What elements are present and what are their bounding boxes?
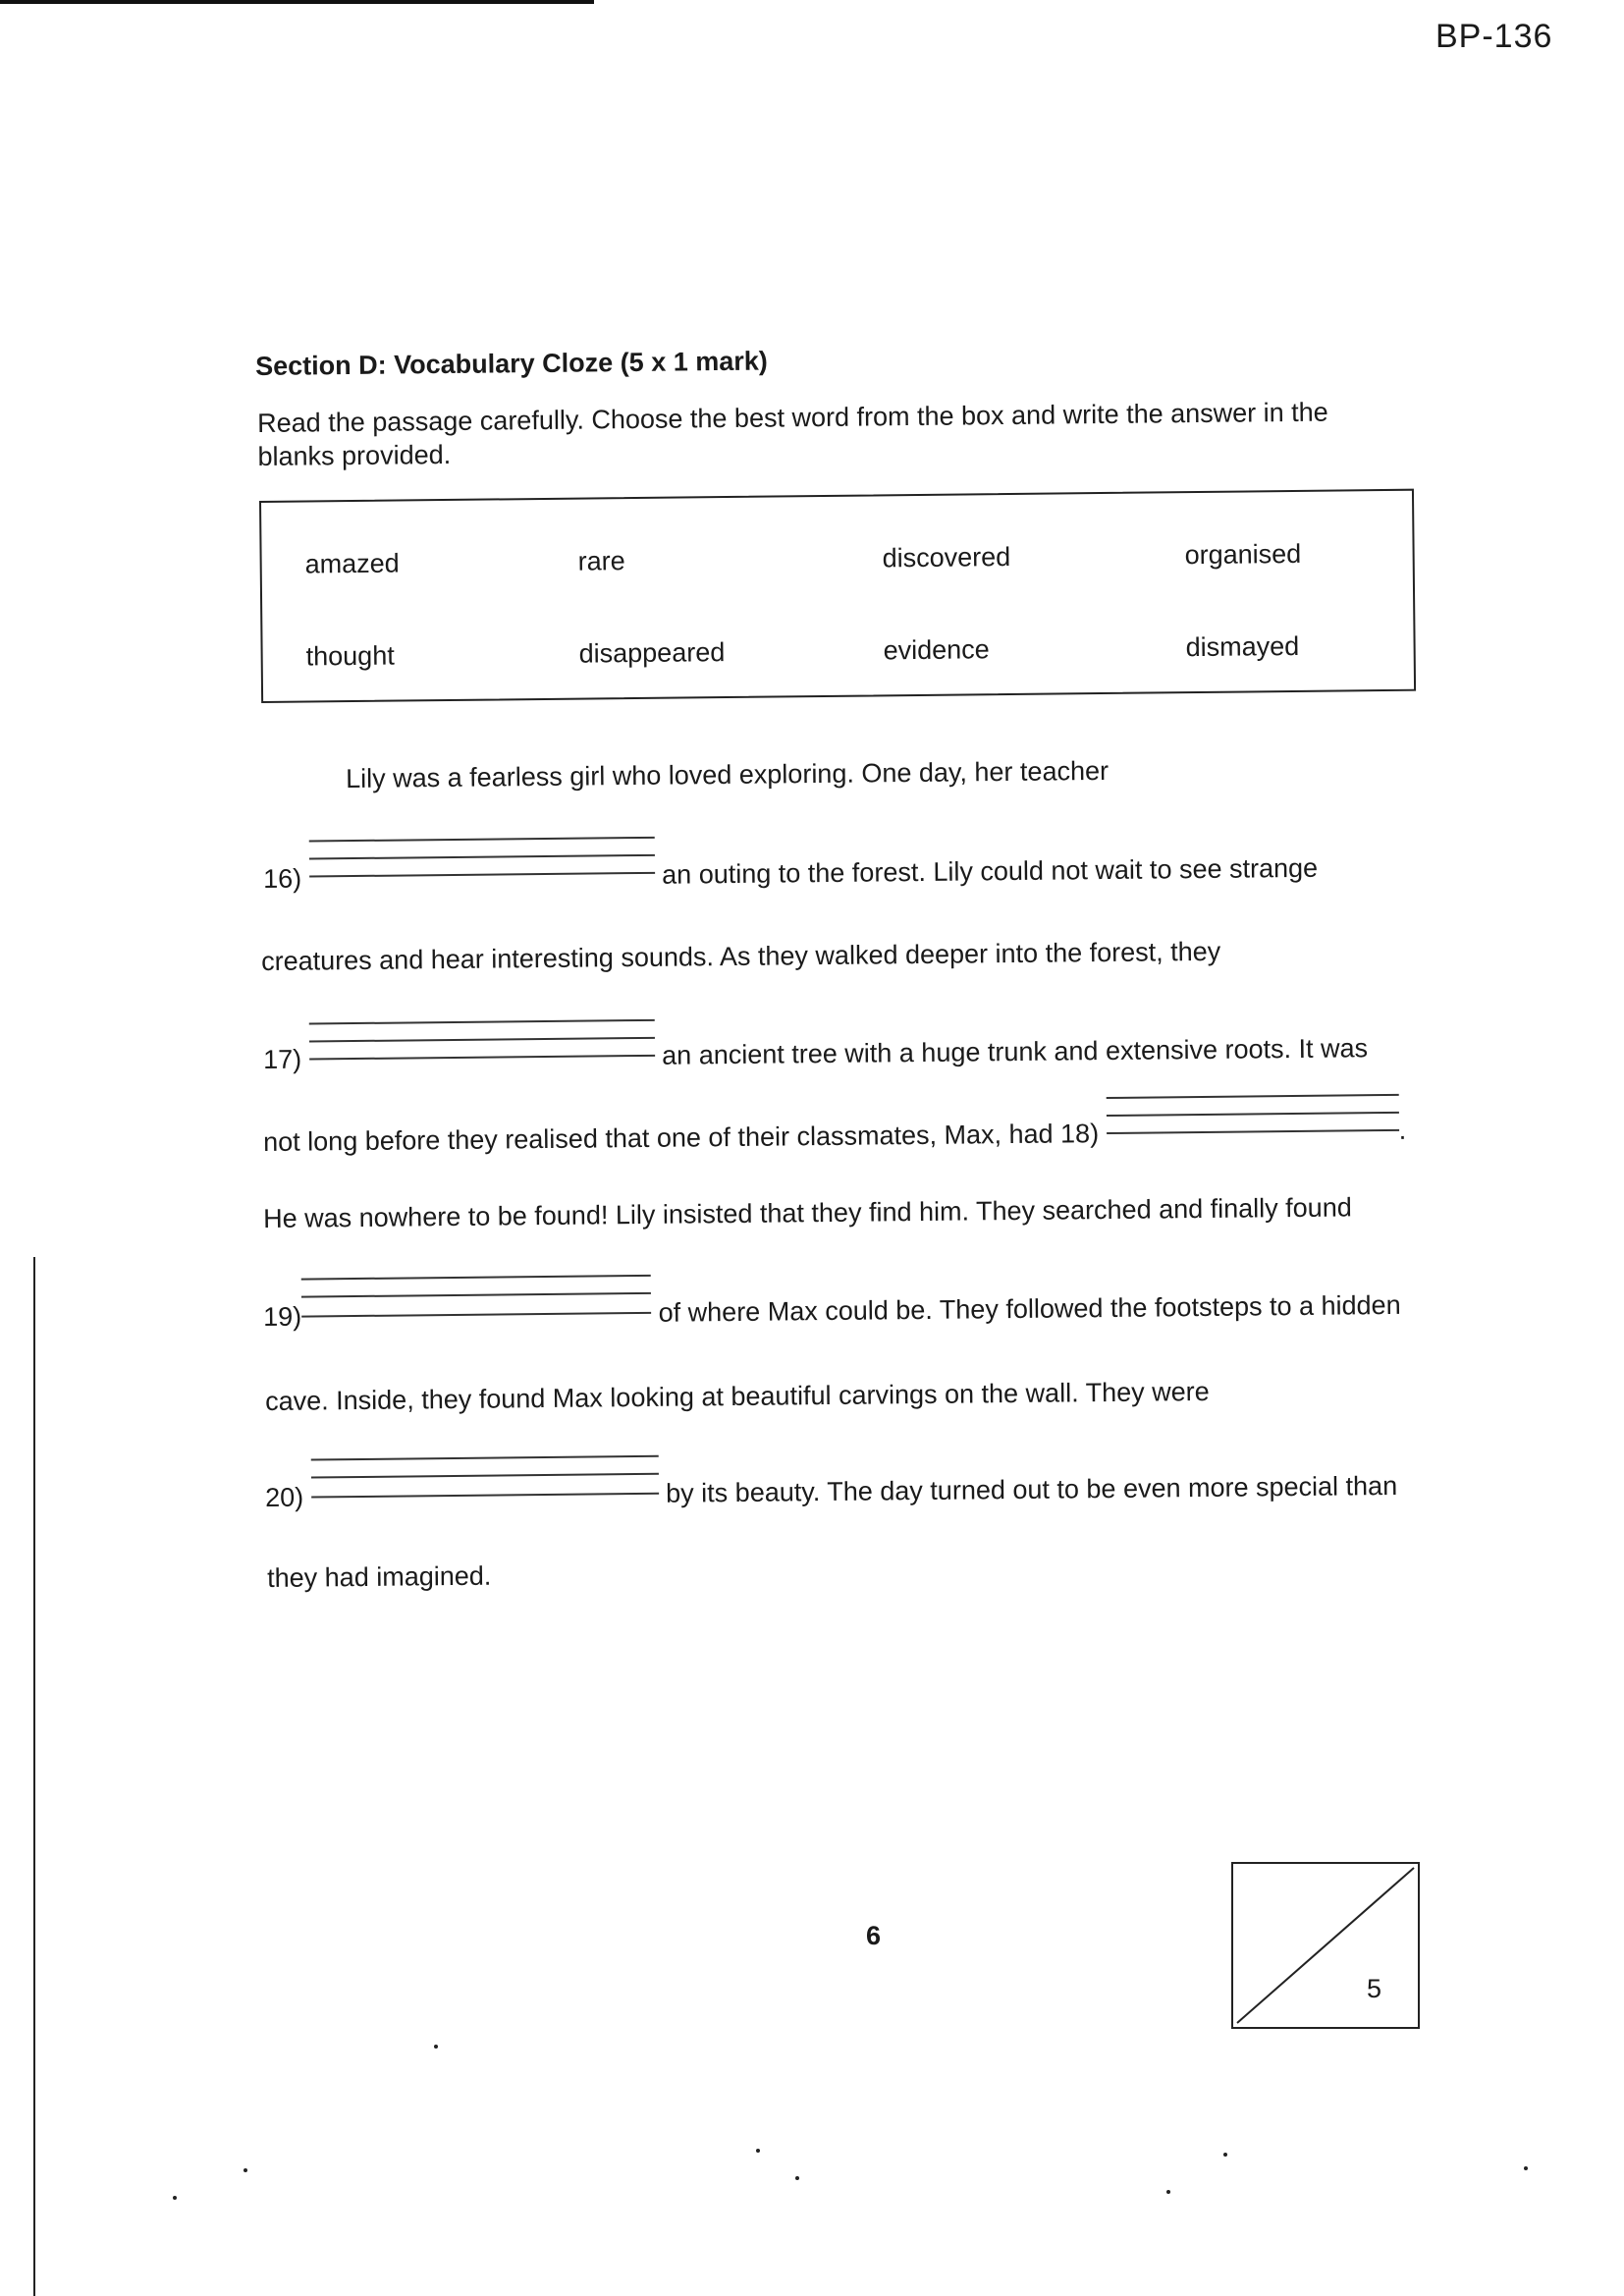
word-bank-item: disappeared <box>578 637 726 669</box>
word-bank-item: dismayed <box>1185 630 1300 663</box>
passage-text: by its beauty. The day turned out to be even more special than <box>666 1470 1398 1508</box>
answer-blank-20[interactable] <box>311 1479 659 1506</box>
passage-line-q19 <box>263 1290 1401 1333</box>
score-box <box>1231 1862 1420 2029</box>
paper-code: BP-136 <box>1435 18 1553 55</box>
passage-line: Lily was a fearless girl who loved exploring. One day, her teacher <box>346 755 1110 793</box>
word-bank-box <box>259 489 1416 703</box>
scan-speck <box>1223 2153 1227 2157</box>
section-title: Section D: Vocabulary Cloze (5 x 1 mark) <box>255 346 768 381</box>
passage-text: not long before they realised that one of their classmates, Max, had 18) <box>263 1119 1100 1157</box>
word-bank-item: thought <box>305 640 395 672</box>
passage-line-q18 <box>263 1116 1406 1158</box>
score-box-diagonal <box>1233 1864 1418 2027</box>
passage-line-q17 <box>263 1033 1368 1075</box>
answer-blank-19[interactable] <box>301 1298 651 1326</box>
instructions: Read the passage carefully. Choose the best word from the box and write the answer in the blanks provided. <box>257 397 1328 471</box>
passage-line: cave. Inside, they found Max looking at beautiful carvings on the wall. They were <box>265 1376 1210 1416</box>
question-number: 19) <box>263 1301 302 1332</box>
passage-text: . <box>1398 1115 1407 1145</box>
word-bank-item: evidence <box>883 634 990 666</box>
passage-text: an ancient tree with a huge trunk and extensive roots. It was <box>662 1033 1369 1070</box>
question-number: 16) <box>263 863 302 894</box>
passage-text: of where Max could be. They followed the footsteps to a hidden <box>658 1289 1401 1328</box>
answer-blank-16[interactable] <box>309 860 655 888</box>
passage-line: He was nowhere to be found! Lily insisted that they find him. They searched and finally found <box>263 1192 1352 1233</box>
word-bank-item: rare <box>577 546 625 576</box>
answer-blank-18[interactable] <box>1106 1116 1398 1142</box>
passage-line: creatures and hear interesting sounds. As they walked deeper into the forest, they <box>261 936 1221 976</box>
passage-text: an outing to the forest. Lily could not wait to see strange <box>662 852 1319 890</box>
passage-line-q16 <box>263 853 1318 895</box>
page-number: 6 <box>866 1921 882 1950</box>
answer-blank-17[interactable] <box>309 1041 655 1068</box>
left-edge-rule <box>33 1257 35 2296</box>
top-edge-rule <box>0 0 594 4</box>
scan-speck <box>244 2168 247 2172</box>
passage-line: they had imagined. <box>267 1560 492 1593</box>
scan-speck <box>1524 2166 1528 2170</box>
score-total: 5 <box>1367 1974 1382 2003</box>
passage-line-q20 <box>265 1471 1397 1513</box>
question-number: 20) <box>265 1482 304 1512</box>
scan-speck <box>795 2176 799 2180</box>
scan-speck <box>173 2196 177 2200</box>
word-bank-item: amazed <box>304 548 400 579</box>
scan-speck <box>1166 2190 1170 2194</box>
word-bank-item: organised <box>1184 538 1302 571</box>
question-number: 17) <box>263 1044 302 1074</box>
scan-speck <box>434 2045 438 2049</box>
word-bank-item: discovered <box>882 541 1011 574</box>
scan-speck <box>756 2149 760 2153</box>
